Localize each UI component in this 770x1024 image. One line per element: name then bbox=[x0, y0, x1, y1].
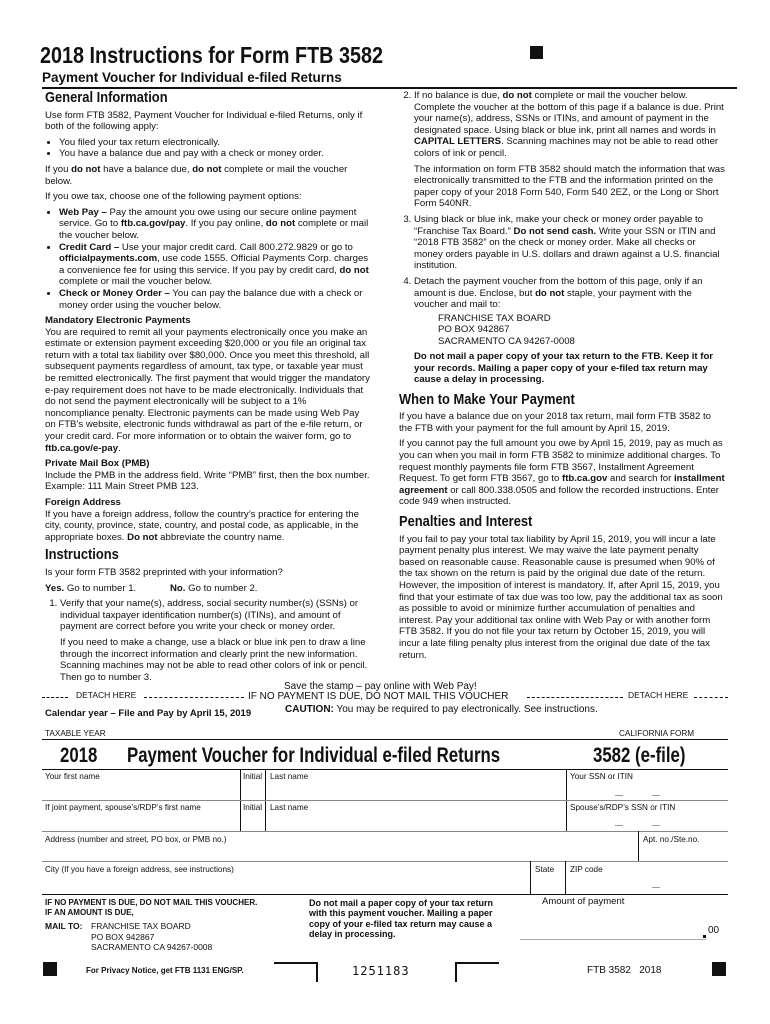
amount-line bbox=[520, 939, 706, 940]
taxable-year-label: TAXABLE YEAR bbox=[45, 729, 106, 738]
when-text-1: If you have a balance due on your 2018 tax return, mail form FTB 3582 to the FTB with your payment for the full amount by April 15, 2019. bbox=[399, 411, 711, 434]
california-form-label: CALIFORNIA FORM bbox=[619, 729, 695, 738]
no-payment-voucher-note: IF NO PAYMENT IS DUE, DO NOT MAIL THIS VOUCHER. IF AN AMOUNT IS DUE, bbox=[45, 898, 258, 917]
left-column bbox=[45, 90, 371, 687]
spouse-ssn-label: Spouse’s/RDP’s SSN or ITIN bbox=[570, 803, 676, 812]
registration-mark bbox=[712, 962, 726, 976]
voucher-top-rule bbox=[42, 739, 728, 740]
no-balance-note: If you do not have a balance due, do not complete or mail the voucher below. bbox=[45, 163, 348, 187]
when-text-2: If you cannot pay the full amount you owe by April 15, 2019, pay as much as you can when you mail in form FTB 3582 to minimize additional charges. To request monthly payments file form FTB 3567, Installment Agreement Request. To get form FTB 3567, go to ftb.ca.gov and search for installment agreement or call 800.338.0505 and follow the recorded instructions. Enter code 949 when instructed. bbox=[399, 438, 725, 508]
no-payment-banner: IF NO PAYMENT IS DUE, DO NOT MAIL THIS VOUCHER bbox=[248, 691, 509, 702]
apply-item: • You have a balance due and pay with a check or money order. bbox=[59, 148, 371, 160]
city-label: City (If you have a foreign address, see instructions) bbox=[45, 865, 234, 874]
apply-list bbox=[45, 137, 371, 160]
amount-cents: 00 bbox=[708, 925, 720, 936]
address-label: Address (number and street, PO box, or PMB no.) bbox=[45, 835, 227, 844]
ssn-separator bbox=[652, 825, 660, 826]
instruction-step-4: 4. Detach the payment voucher from the bottom of this page, only if an amount is due. Enclose, but do not staple, your payment with the voucher and mail to: FRANCHISE TAX BOARD PO BOX 942867 SACRAMENTO CA 94267-0008 Do not mail a paper copy of your tax return to the FTB. Keep it for your records. Mailing a paper copy of your e-filed tax return may cause a delay in processing. bbox=[414, 276, 725, 386]
detach-line-right-a bbox=[527, 697, 623, 698]
ftb-link[interactable]: ftb.ca.gov bbox=[562, 473, 608, 485]
voucher-form-number: 3582 (e-file) bbox=[593, 744, 686, 767]
foreign-address-text: If you have a foreign address, follow the country’s practice for entering the city, county, province, state, country, and postal code, as applicable, in the appropriate boxes. Do not abbreviate the country name. bbox=[45, 508, 359, 543]
form-code: 1251183 bbox=[352, 964, 410, 978]
spouse-initial-label: Initial bbox=[243, 803, 263, 812]
pmb-heading: Private Mail Box (PMB) bbox=[45, 458, 150, 470]
row-rule bbox=[42, 800, 728, 801]
right-column bbox=[399, 90, 725, 665]
instructions-list-1 bbox=[45, 598, 371, 683]
ssn-separator bbox=[615, 795, 623, 796]
official-payments-link[interactable]: officialpayments.com bbox=[59, 253, 158, 265]
footer-form-number: FTB 3582 2018 bbox=[587, 965, 662, 976]
initial-label: Initial bbox=[243, 772, 263, 781]
ssn-separator bbox=[652, 795, 660, 796]
mep-heading: Mandatory Electronic Payments bbox=[45, 315, 191, 327]
pmb-text: Include the PMB in the address field. Write “PMB” first, then the box number. Example: 111 Main Street PMB 123. bbox=[45, 469, 370, 493]
penalties-heading: Penalties and Interest bbox=[399, 513, 533, 531]
instruction-step-1: 1. Verify that your name(s), address, social security number(s) (SSNs) or individual taxpayer identification number(s) (ITINs), and amount of payment are correct before you write your check or money order. If you need to make a change, use a black or blue ink pen to draw a line through the incorrect information and clearly print the new information. Scanning machines may not be able to read other colors of ink or pencil. Then go to number 3. bbox=[60, 598, 371, 683]
state-label: State bbox=[535, 865, 555, 874]
ssn-separator bbox=[615, 825, 623, 826]
amount-entry-field[interactable] bbox=[520, 912, 706, 939]
first-name-label: Your first name bbox=[45, 772, 100, 781]
registration-mark bbox=[530, 46, 543, 59]
row-rule bbox=[42, 831, 728, 832]
detach-line-right-b bbox=[694, 697, 728, 698]
payment-options-intro: If you owe tax, choose one of the following payment options: bbox=[45, 191, 302, 203]
instruction-step-2: 2. If no balance is due, do not complete or mail the voucher below. Complete the voucher at the bottom of this page if a balance is due. Print your name(s), address, SSNs or ITINs, and amount of payment in the designated space. Using black or blue ink, print all names and words in CAPITAL LETTERS. Scanning machines may not be able to read other colors of ink or pencil. The information on form FTB 3582 should match the information that was electronically transmitted to the FTB and the information printed on the paper copy of your 2018 Form 540, Form 540 2EZ, or the Long or Short Form 540NR. bbox=[414, 90, 725, 210]
payment-options-list bbox=[45, 207, 371, 311]
instructions-list-2 bbox=[399, 90, 725, 386]
stamp-message: Save the stamp – pay online with Web Pay! bbox=[284, 681, 477, 692]
corner-mark-left bbox=[274, 962, 318, 982]
privacy-notice: For Privacy Notice, get FTB 1131 ENG/SP. bbox=[86, 966, 244, 975]
option-check: • Check or Money Order – You can pay the balance due with a check or money order using the voucher below. bbox=[59, 288, 371, 311]
apply-item: • You filed your tax return electronically. bbox=[59, 137, 371, 149]
amount-label: Amount of payment bbox=[542, 896, 625, 907]
last-name-label: Last name bbox=[270, 772, 309, 781]
voucher-year: 2018 bbox=[60, 744, 98, 767]
voucher-warning: Do not mail a paper copy of your tax return with this payment voucher. Mailing a paper copy of your e-filed tax return may cause a delay in processing. bbox=[309, 898, 494, 939]
instruction-step-3: 3. Using black or blue ink, make your check or money order payable to “Franchise Tax Board.” Do not send cash. Write your SSN or ITIN and “2018 FTB 3582” on the check or money order. Make all checks or money orders payable in U.S. dollars and drawn against a U.S. financial institution. bbox=[414, 214, 725, 272]
detach-label-left: DETACH HERE bbox=[76, 690, 137, 700]
zip-separator bbox=[652, 887, 660, 888]
divider bbox=[638, 831, 639, 861]
row-rule bbox=[42, 861, 728, 862]
mailing-address: FRANCHISE TAX BOARD PO BOX 942867 SACRAMENTO CA 94267-0008 bbox=[438, 312, 575, 347]
voucher-mail-to: MAIL TO: bbox=[45, 921, 83, 931]
divider bbox=[530, 861, 531, 894]
general-info-intro: Use form FTB 3582, Payment Voucher for Individual e-filed Returns, only if both of the following apply: bbox=[45, 109, 363, 133]
apt-label: Apt. no./Ste.no. bbox=[643, 835, 700, 844]
option-web-pay: • Web Pay – Pay the amount you owe using our secure online payment service. Go to ftb.ca.gov/pay. If you pay online, do not complete or mail the voucher below. bbox=[59, 207, 371, 242]
caution-note: CAUTION: You may be required to pay electronically. See instructions. bbox=[285, 704, 598, 715]
option-credit-card: • Credit Card – Use your major credit card. Call 800.272.9829 or go to officialpayments.com, use code 1555. Official Payments Corp. charges a convenience fee for using this service. If you pay by credit card, do not complete or mail the voucher below. bbox=[59, 242, 371, 288]
instructions-heading: Instructions bbox=[45, 546, 119, 564]
row-rule bbox=[42, 894, 728, 895]
amount-dot bbox=[703, 935, 706, 938]
page-title: 2018 Instructions for Form FTB 3582 bbox=[40, 42, 383, 68]
voucher-title: Payment Voucher for Individual e-filed Returns bbox=[127, 744, 501, 767]
yes-no-line: Yes. Go to number 1. No. Go to number 2. bbox=[45, 582, 258, 594]
mep-text: You are required to remit all your payments electronically once you make an estimate or extension payment exceeding $20,000 or you file an original tax return with a total tax liability over $80,000. Once you meet this threshold, all subsequent payments regardless of amount, tax type, or taxable year must be remitted electronically. The first payment that would trigger the mandatory e-pay requirement does not have to be made electronically. Individuals that do not send the payment electronically will be subject to a 1% noncompliance penalty. Electronic payments can be made using Web Pay on FTB’s website, electronic funds withdrawal as part of the e-file return, or your credit card. For more information or to obtain the waiver form, go to ftb.ca.gov/e-pay. bbox=[45, 326, 370, 454]
e-pay-link[interactable]: ftb.ca.gov/e-pay bbox=[45, 442, 119, 454]
detach-line-left-b bbox=[144, 697, 244, 698]
spouse-first-name-label: If joint payment, spouse’s/RDP’s first name bbox=[45, 803, 201, 812]
page-subtitle: Payment Voucher for Individual e-filed Returns bbox=[42, 70, 342, 85]
when-heading: When to Make Your Payment bbox=[399, 390, 575, 408]
registration-mark bbox=[43, 962, 57, 976]
web-pay-link[interactable]: ftb.ca.gov/pay bbox=[120, 218, 186, 230]
voucher-title-rule bbox=[42, 769, 728, 770]
foreign-address-heading: Foreign Address bbox=[45, 497, 121, 508]
detach-line-left-a bbox=[42, 697, 68, 698]
calendar-note: Calendar year – File and Pay by April 15, 2019 bbox=[45, 708, 252, 719]
preprinted-question: Is your form FTB 3582 preprinted with your information? bbox=[45, 566, 283, 578]
corner-mark-right bbox=[455, 962, 499, 982]
penalties-text: If you fail to pay your total tax liability by April 15, 2019, you will incur a late payment penalty plus interest. We may waive the late payment penalty based on reasonable cause. Reasonable cause is presumed when 90% of the tax shown on the return is paid by the original due date of the return. However, the imposition of interest is mandatory. If, after April 15, 2019, you find that your estimate of tax due was too low, pay the additional tax as soon as possible to avoid or minimize further accumulation of penalties and interest. Pay your additional tax online with Web Pay or with another form FTB 3582. If you do not file your tax return by October 15, 2019, you will incur a late filing penalty plus interest from the original due date of the tax return. bbox=[399, 533, 723, 661]
zip-label: ZIP code bbox=[570, 865, 603, 874]
voucher-address: FRANCHISE TAX BOARD PO BOX 942867 SACRAMENTO CA 94267-0008 bbox=[91, 921, 213, 952]
spouse-last-name-label: Last name bbox=[270, 803, 309, 812]
no-paper-copy-warning: Do not mail a paper copy of your tax return to the FTB. Keep it for your records. Mailing a paper copy of your e-filed tax return may cause a delay in processing. bbox=[414, 350, 714, 386]
detach-label-right: DETACH HERE bbox=[628, 690, 689, 700]
general-info-heading: General Information bbox=[45, 89, 168, 106]
ssn-label: Your SSN or ITIN bbox=[570, 772, 633, 781]
divider bbox=[565, 861, 566, 894]
